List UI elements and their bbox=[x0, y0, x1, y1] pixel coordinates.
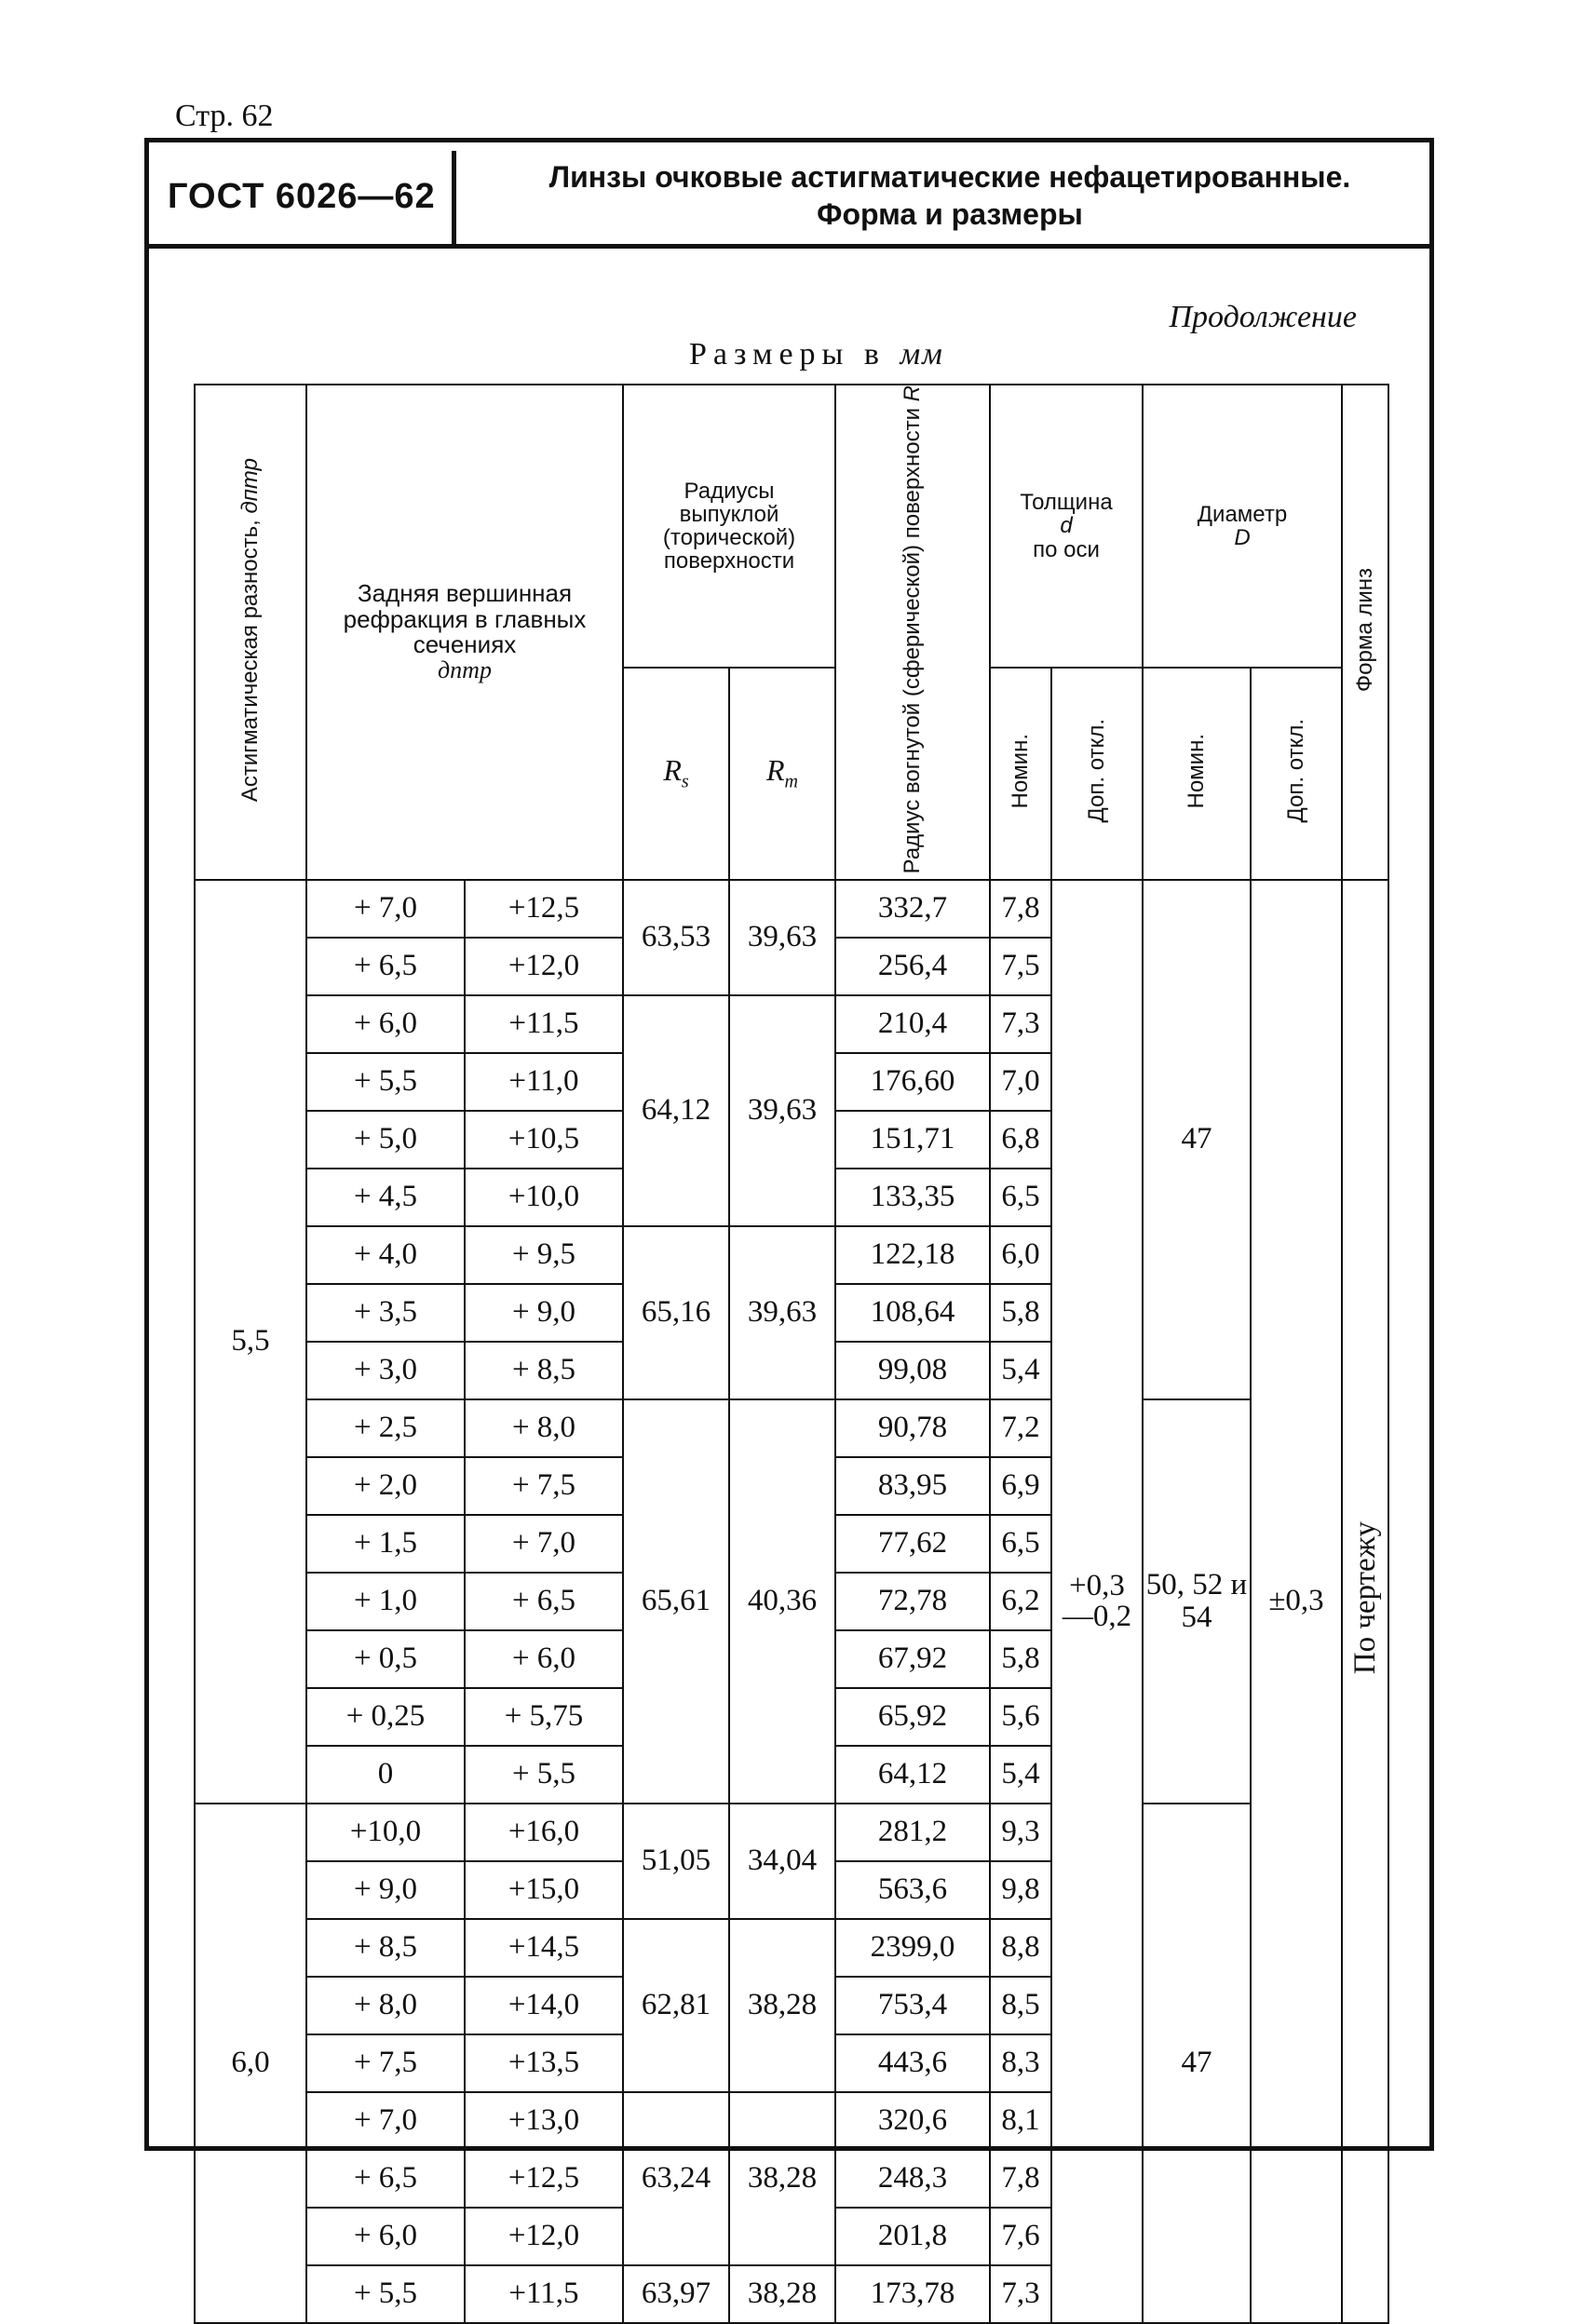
header-diameter bbox=[1143, 385, 1342, 668]
sizes-caption bbox=[689, 337, 944, 372]
refraction-2: +14,5 bbox=[465, 1919, 623, 1977]
thickness-tol-plus: +0,3 bbox=[1069, 1568, 1125, 1602]
table-row bbox=[195, 880, 1388, 938]
refraction-1: + 6,5 bbox=[306, 938, 465, 995]
thickness-nom: 7,3 bbox=[990, 995, 1051, 1053]
header-thickness-axis: по оси bbox=[1033, 536, 1100, 562]
refraction-2: +12,0 bbox=[465, 2208, 623, 2265]
rm-cell: 38,28 bbox=[729, 1919, 835, 2092]
rm-cell: 39,63 bbox=[729, 880, 835, 995]
title-line-1: Линзы очковые астигматические нефацетированные. bbox=[548, 160, 1351, 194]
thickness-nom: 5,8 bbox=[990, 1630, 1051, 1688]
header-thickness-text: Толщина bbox=[1020, 490, 1113, 516]
header-thickness-nom-text: Номин. bbox=[1008, 733, 1034, 809]
refraction-1: + 0,5 bbox=[306, 1630, 465, 1688]
radius-concave: 72,78 bbox=[835, 1573, 990, 1630]
radius-concave: 90,78 bbox=[835, 1399, 990, 1457]
header-rs-sub: s bbox=[681, 771, 689, 792]
refraction-1: + 5,5 bbox=[306, 2265, 465, 2323]
rm-cell: 40,36 bbox=[729, 1399, 835, 1804]
refraction-1: + 0,25 bbox=[306, 1688, 465, 1746]
title-line-2: Форма и размеры bbox=[817, 197, 1083, 231]
astig-cell: 6,0 bbox=[195, 1804, 306, 2323]
radius-concave: 108,64 bbox=[835, 1284, 990, 1342]
header-bottom-rule bbox=[144, 244, 1434, 249]
header-diameter-tol bbox=[1251, 668, 1342, 880]
refraction-1: 0 bbox=[306, 1746, 465, 1804]
refraction-2: + 6,5 bbox=[465, 1573, 623, 1630]
header-radii-convex bbox=[623, 385, 835, 668]
diameter-nom bbox=[1143, 1399, 1251, 1804]
form-text: По чертежу bbox=[1347, 1521, 1382, 1675]
radius-concave: 248,3 bbox=[835, 2150, 990, 2208]
header-form-text: Форма линз bbox=[1352, 567, 1378, 692]
rs-cell: 64,12 bbox=[623, 995, 729, 1226]
radius-concave: 2399,0 bbox=[835, 1919, 990, 1977]
refraction-2: + 8,5 bbox=[465, 1342, 623, 1399]
radius-concave: 320,6 bbox=[835, 2092, 990, 2150]
radius-concave: 133,35 bbox=[835, 1169, 990, 1226]
refraction-2: +16,0 bbox=[465, 1804, 623, 1861]
refraction-2: + 5,5 bbox=[465, 1746, 623, 1804]
thickness-tol-minus: —0,2 bbox=[1062, 1599, 1132, 1633]
header-diameter-nom-text: Номин. bbox=[1184, 733, 1210, 809]
continuation-label: Продолжение bbox=[1169, 300, 1357, 334]
header-diameter-text: Диаметр bbox=[1197, 501, 1288, 527]
thickness-nom: 7,8 bbox=[990, 880, 1051, 938]
refraction-1: + 6,5 bbox=[306, 2150, 465, 2208]
thickness-tol bbox=[1051, 880, 1143, 2323]
header-radius-concave-text: Радиус вогнутой (сферической) поверхности bbox=[900, 408, 926, 874]
refraction-1: + 4,5 bbox=[306, 1169, 465, 1226]
thickness-nom: 8,1 bbox=[990, 2092, 1051, 2150]
header-thickness bbox=[990, 385, 1143, 668]
sizes-unit: мм bbox=[900, 337, 944, 372]
header-thickness-symbol: d bbox=[1060, 513, 1073, 539]
thickness-nom: 6,9 bbox=[990, 1457, 1051, 1515]
refraction-2: +11,5 bbox=[465, 995, 623, 1053]
frame-left-border bbox=[144, 138, 149, 2151]
refraction-2: + 7,0 bbox=[465, 1515, 623, 1573]
header-refraction-unit: дптр bbox=[438, 656, 492, 684]
astig-cell: 5,5 bbox=[195, 880, 306, 1804]
refraction-2: +12,0 bbox=[465, 938, 623, 995]
refraction-1: + 2,0 bbox=[306, 1457, 465, 1515]
dimensions-table bbox=[194, 384, 1389, 2324]
refraction-2: +10,0 bbox=[465, 1169, 623, 1226]
document-title bbox=[484, 158, 1415, 233]
radius-concave: 173,78 bbox=[835, 2265, 990, 2323]
rm-cell: 39,63 bbox=[729, 995, 835, 1226]
header-astig-unit: дптр bbox=[237, 457, 264, 514]
rm-cell: 34,04 bbox=[729, 1804, 835, 1919]
rm-cell: 38,28 bbox=[729, 2092, 835, 2265]
refraction-1: + 7,5 bbox=[306, 2034, 465, 2092]
thickness-nom: 7,0 bbox=[990, 1053, 1051, 1111]
rm-cell: 39,63 bbox=[729, 1226, 835, 1399]
radius-concave: 65,92 bbox=[835, 1688, 990, 1746]
refraction-1: + 4,0 bbox=[306, 1226, 465, 1284]
refraction-2: + 7,5 bbox=[465, 1457, 623, 1515]
refraction-1: + 1,5 bbox=[306, 1515, 465, 1573]
refraction-1: + 3,5 bbox=[306, 1284, 465, 1342]
refraction-1: + 6,0 bbox=[306, 2208, 465, 2265]
refraction-1: + 5,0 bbox=[306, 1111, 465, 1169]
radius-concave: 563,6 bbox=[835, 1861, 990, 1919]
refraction-1: + 5,5 bbox=[306, 1053, 465, 1111]
header-form bbox=[1342, 385, 1388, 880]
header-divider bbox=[452, 151, 456, 244]
rs-cell: 65,16 bbox=[623, 1226, 729, 1399]
rs-cell: 51,05 bbox=[623, 1804, 729, 1919]
radius-concave: 67,92 bbox=[835, 1630, 990, 1688]
header-thickness-nom bbox=[990, 668, 1051, 880]
refraction-1: + 8,5 bbox=[306, 1919, 465, 1977]
form-cell bbox=[1342, 880, 1388, 2323]
radius-concave: 332,7 bbox=[835, 880, 990, 938]
thickness-nom: 7,6 bbox=[990, 2208, 1051, 2265]
diameter-tol: ±0,3 bbox=[1251, 880, 1342, 2323]
radius-concave: 176,60 bbox=[835, 1053, 990, 1111]
header-refraction bbox=[306, 385, 623, 880]
radius-concave: 210,4 bbox=[835, 995, 990, 1053]
refraction-1: + 2,5 bbox=[306, 1399, 465, 1457]
thickness-nom: 5,4 bbox=[990, 1342, 1051, 1399]
thickness-nom: 6,8 bbox=[990, 1111, 1051, 1169]
refraction-2: +11,0 bbox=[465, 1053, 623, 1111]
sizes-label: Размеры в bbox=[689, 337, 886, 372]
thickness-nom: 6,0 bbox=[990, 1226, 1051, 1284]
gost-number: ГОСТ 6026—62 bbox=[168, 177, 436, 216]
thickness-nom: 9,8 bbox=[990, 1861, 1051, 1919]
thickness-nom: 7,3 bbox=[990, 2265, 1051, 2323]
table-row bbox=[195, 1399, 1388, 1457]
radius-concave: 443,6 bbox=[835, 2034, 990, 2092]
refraction-2: +13,0 bbox=[465, 2092, 623, 2150]
header-diameter-tol-text: Доп. откл. bbox=[1283, 719, 1309, 823]
rs-cell: 63,97 bbox=[623, 2265, 729, 2323]
refraction-2: + 8,0 bbox=[465, 1399, 623, 1457]
refraction-1: + 7,0 bbox=[306, 880, 465, 938]
table-body bbox=[195, 880, 1388, 2323]
diameter-nom: 47 bbox=[1143, 1804, 1251, 2323]
header-rm-sub: m bbox=[784, 771, 798, 792]
diameter-nom-text: 50, 52 и 54 bbox=[1145, 1568, 1248, 1634]
radius-concave: 281,2 bbox=[835, 1804, 990, 1861]
thickness-nom: 8,8 bbox=[990, 1919, 1051, 1977]
refraction-1: + 9,0 bbox=[306, 1861, 465, 1919]
refraction-1: + 1,0 bbox=[306, 1573, 465, 1630]
refraction-2: +11,5 bbox=[465, 2265, 623, 2323]
radius-concave: 122,18 bbox=[835, 1226, 990, 1284]
thickness-nom: 5,4 bbox=[990, 1746, 1051, 1804]
refraction-1: + 3,0 bbox=[306, 1342, 465, 1399]
thickness-nom: 5,6 bbox=[990, 1688, 1051, 1746]
radius-concave: 77,62 bbox=[835, 1515, 990, 1573]
rs-cell: 63,24 bbox=[623, 2092, 729, 2265]
thickness-nom: 8,3 bbox=[990, 2034, 1051, 2092]
header-astig bbox=[195, 385, 306, 880]
thickness-nom: 7,5 bbox=[990, 938, 1051, 995]
header-radius-concave bbox=[835, 385, 990, 880]
header-astig-text: Астигматическая разность, bbox=[237, 519, 264, 802]
radius-concave: 99,08 bbox=[835, 1342, 990, 1399]
rs-cell: 65,61 bbox=[623, 1399, 729, 1804]
refraction-2: + 5,75 bbox=[465, 1688, 623, 1746]
thickness-nom: 6,2 bbox=[990, 1573, 1051, 1630]
header-rs-symbol: R bbox=[663, 753, 682, 788]
refraction-2: +14,0 bbox=[465, 1977, 623, 2034]
radius-concave: 83,95 bbox=[835, 1457, 990, 1515]
radius-concave: 151,71 bbox=[835, 1111, 990, 1169]
refraction-2: +10,5 bbox=[465, 1111, 623, 1169]
rs-cell: 63,53 bbox=[623, 880, 729, 995]
refraction-2: + 9,0 bbox=[465, 1284, 623, 1342]
radius-concave: 64,12 bbox=[835, 1746, 990, 1804]
rm-cell: 38,28 bbox=[729, 2265, 835, 2323]
refraction-1: + 6,0 bbox=[306, 995, 465, 1053]
thickness-nom: 7,2 bbox=[990, 1399, 1051, 1457]
thickness-nom: 5,8 bbox=[990, 1284, 1051, 1342]
refraction-1: + 7,0 bbox=[306, 2092, 465, 2150]
radius-concave: 256,4 bbox=[835, 938, 990, 995]
refraction-2: +15,0 bbox=[465, 1861, 623, 1919]
refraction-2: + 6,0 bbox=[465, 1630, 623, 1688]
radius-concave: 753,4 bbox=[835, 1977, 990, 2034]
refraction-1: + 8,0 bbox=[306, 1977, 465, 2034]
thickness-nom: 6,5 bbox=[990, 1515, 1051, 1573]
header-diameter-nom bbox=[1143, 668, 1251, 880]
thickness-nom: 9,3 bbox=[990, 1804, 1051, 1861]
header-radius-concave-symbol: R bbox=[900, 385, 926, 402]
thickness-nom: 8,5 bbox=[990, 1977, 1051, 2034]
header-top-rule bbox=[144, 138, 1434, 142]
thickness-nom: 6,5 bbox=[990, 1169, 1051, 1226]
header-thickness-tol bbox=[1051, 668, 1143, 880]
rs-cell: 62,81 bbox=[623, 1919, 729, 2092]
table-row bbox=[195, 1804, 1388, 1861]
header-radii-convex-text: Радиусы выпуклой (торической) поверхности bbox=[662, 478, 796, 574]
header-rm-symbol: R bbox=[766, 753, 785, 788]
header-diameter-symbol: D bbox=[1234, 524, 1251, 550]
refraction-2: +12,5 bbox=[465, 2150, 623, 2208]
radius-concave: 201,8 bbox=[835, 2208, 990, 2265]
frame-right-border bbox=[1429, 138, 1434, 2151]
diameter-nom: 47 bbox=[1143, 880, 1251, 1399]
page-label: Стр. 62 bbox=[175, 99, 274, 133]
refraction-1: +10,0 bbox=[306, 1804, 465, 1861]
refraction-2: +12,5 bbox=[465, 880, 623, 938]
header-rs bbox=[623, 668, 729, 880]
header-refraction-text: Задняя вершинная рефракция в главных сечениях bbox=[343, 579, 587, 658]
refraction-2: + 9,5 bbox=[465, 1226, 623, 1284]
refraction-2: +13,5 bbox=[465, 2034, 623, 2092]
thickness-nom: 7,8 bbox=[990, 2150, 1051, 2208]
header-rm bbox=[729, 668, 835, 880]
header-thickness-tol-text: Доп. откл. bbox=[1084, 719, 1110, 823]
